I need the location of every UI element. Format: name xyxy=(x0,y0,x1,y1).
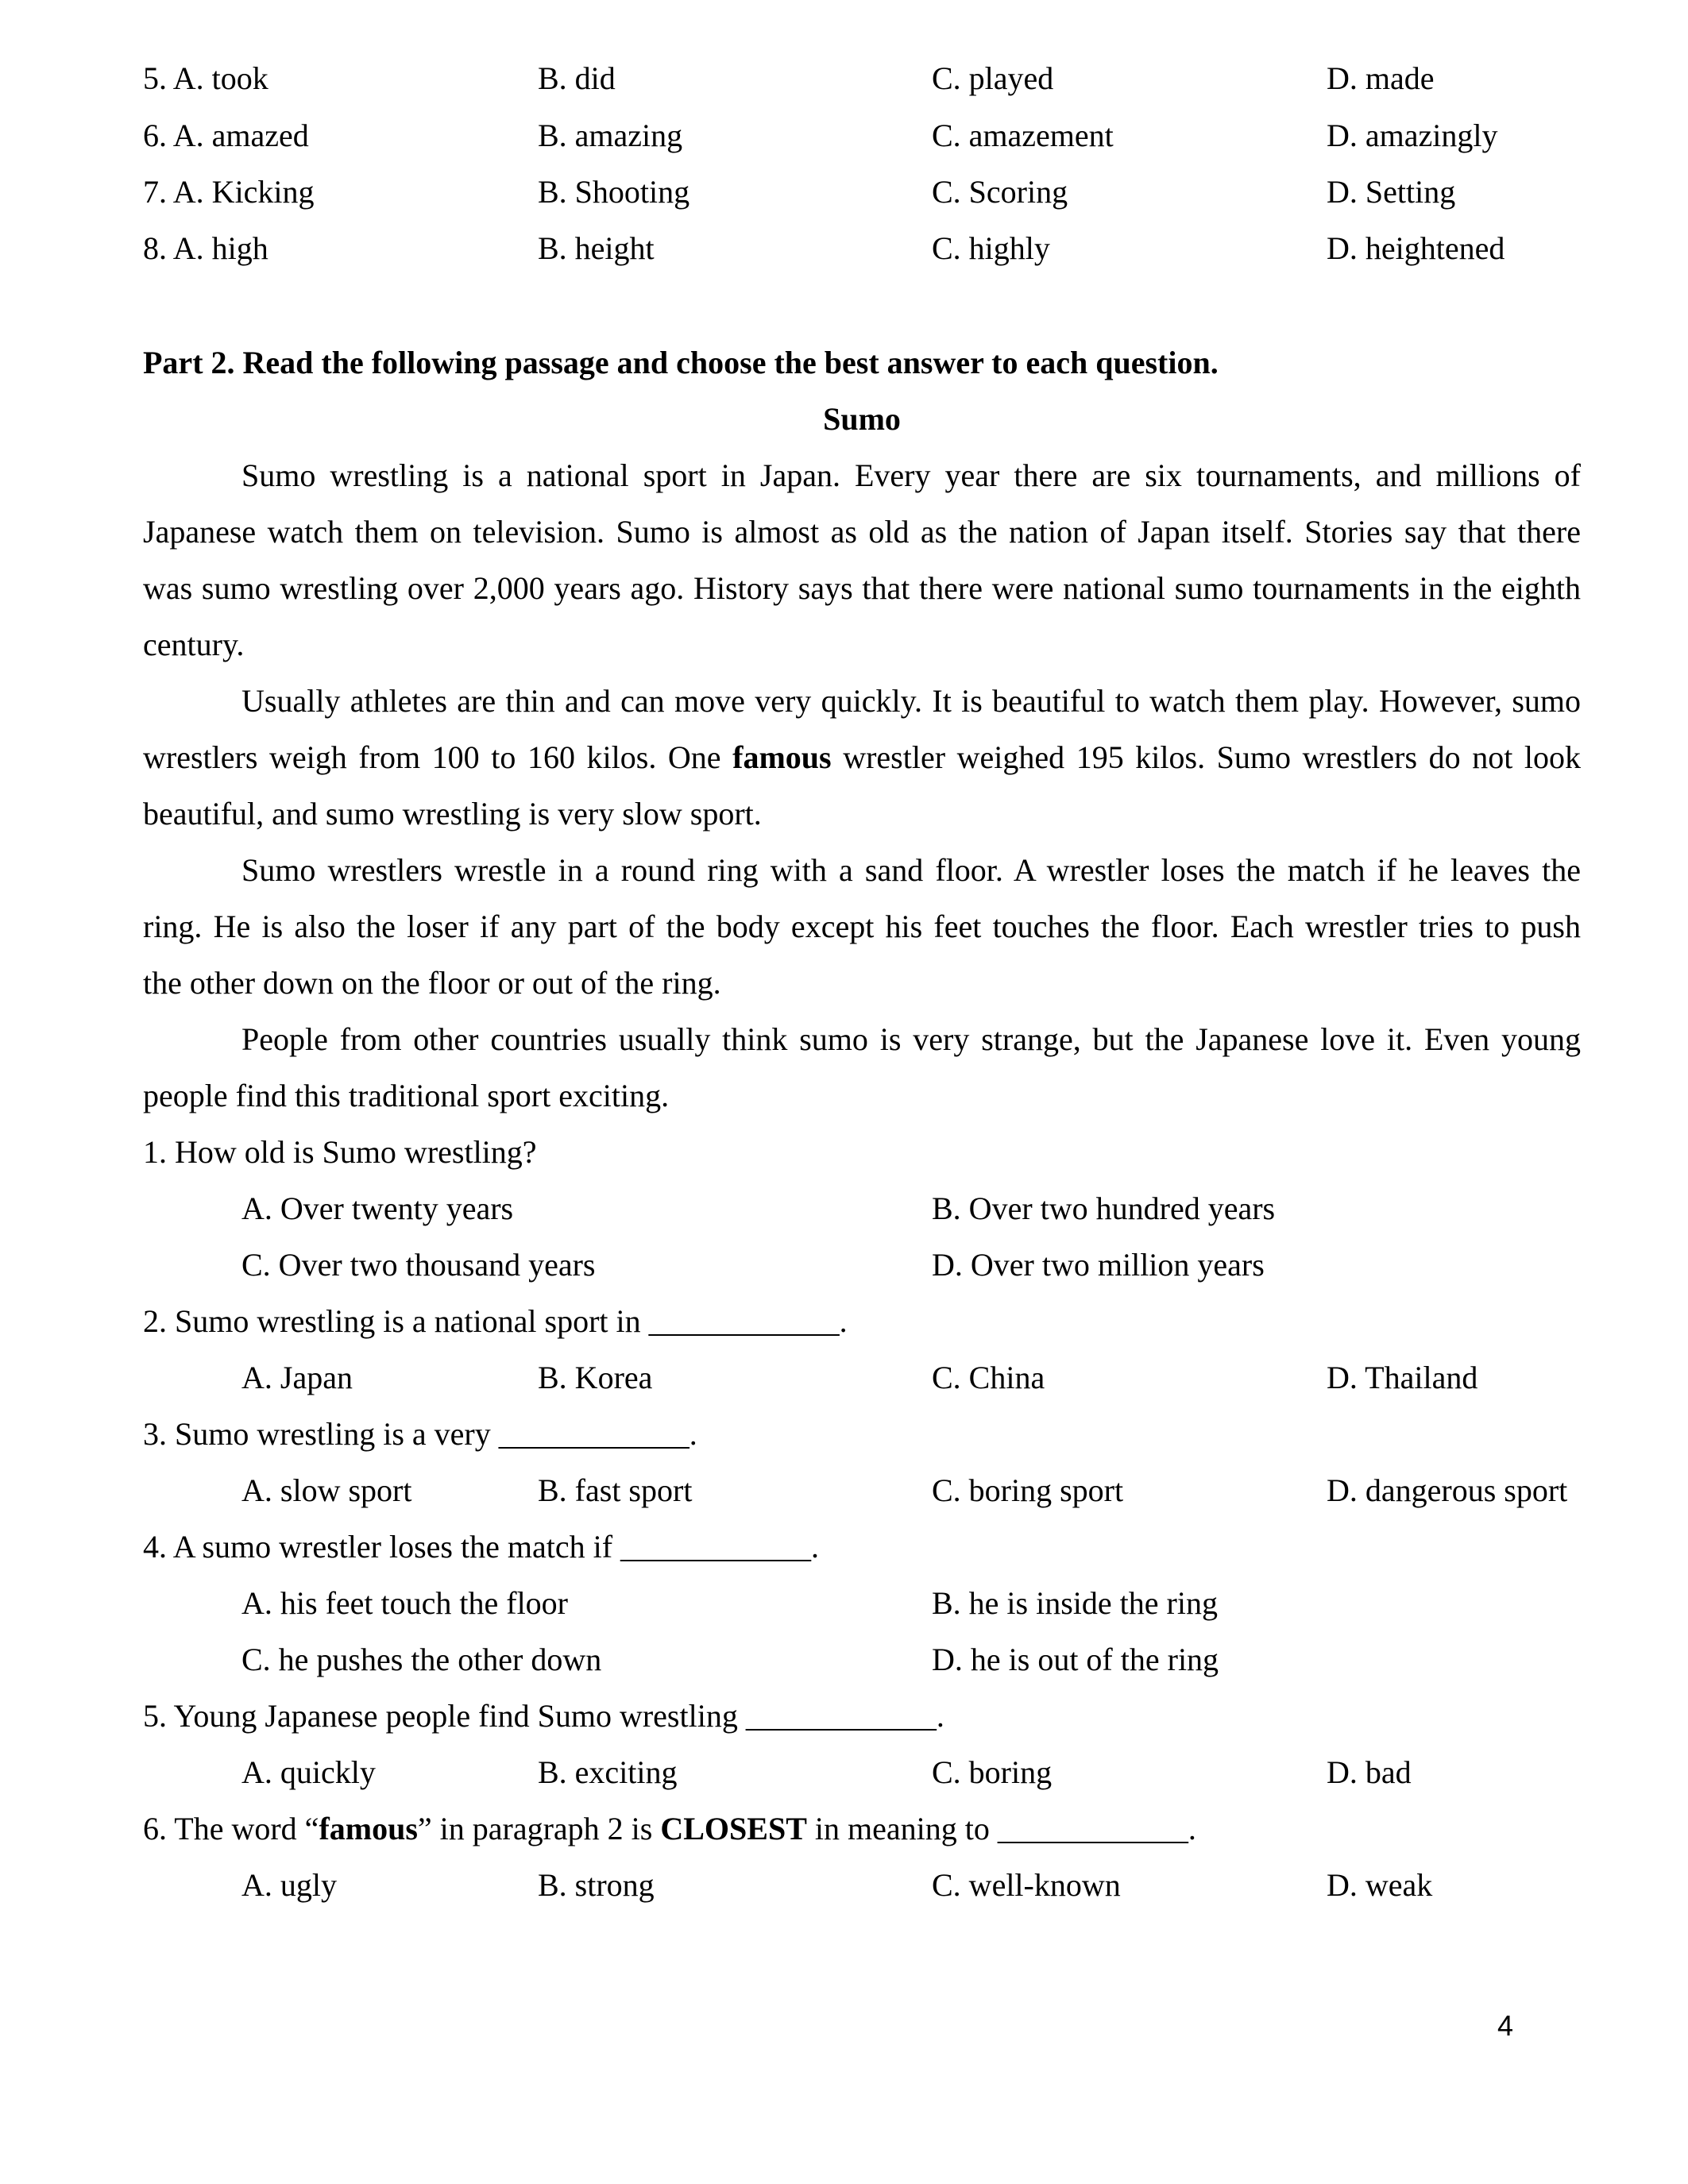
q6-stem-mid: ” in paragraph 2 is xyxy=(417,1811,661,1846)
q6-closest: CLOSEST xyxy=(660,1811,807,1846)
q5-option-a: A. quickly xyxy=(241,1754,376,1790)
q2-option-a: A. Japan xyxy=(241,1360,353,1395)
q6-option-b: B. strong xyxy=(538,1867,655,1903)
q1-stem: 1. How old is Sumo wrestling? xyxy=(143,1134,537,1170)
option-5c: C. played xyxy=(932,60,1054,96)
option-6c: C. amazement xyxy=(932,118,1114,153)
p3-line2: ring. He is also the loser if any part of the body except his feet touches the floor. Each wrestler tries to push xyxy=(143,909,1581,944)
q4-option-d: D. he is out of the ring xyxy=(932,1642,1219,1677)
p4-line2: people find this traditional sport exciting. xyxy=(143,1078,670,1113)
q6-option-c: C. well-known xyxy=(932,1867,1121,1903)
p1-line1: Sumo wrestling is a national sport in Japan. Every year there are six tournaments, and millions of xyxy=(241,457,1581,493)
option-7c: C. Scoring xyxy=(932,174,1068,210)
q1-option-d: D. Over two million years xyxy=(932,1247,1265,1283)
option-5b: B. did xyxy=(538,60,616,96)
q6-option-a: A. ugly xyxy=(241,1867,337,1903)
q6-stem xyxy=(143,1810,1196,1848)
option-6d: D. amazingly xyxy=(1327,118,1498,153)
q5-option-c: C. boring xyxy=(932,1754,1053,1790)
q2-stem: 2. Sumo wrestling is a national sport in ____________. xyxy=(143,1303,848,1339)
q4-option-c: C. he pushes the other down xyxy=(241,1642,602,1677)
p2-line2-pre: wrestlers weigh from 100 to 160 kilos. One xyxy=(143,739,733,775)
option-7d: D. Setting xyxy=(1327,174,1456,210)
p2-line3: beautiful, and sumo wrestling is very slow sport. xyxy=(143,796,762,832)
q1-option-c: C. Over two thousand years xyxy=(241,1247,596,1283)
q4-stem: 4. A sumo wrestler loses the match if ____________. xyxy=(143,1529,820,1565)
option-5d: D. made xyxy=(1327,60,1435,96)
p4-line1: People from other countries usually think sumo is very strange, but the Japanese love it. Even young xyxy=(241,1021,1581,1057)
q4-option-a: A. his feet touch the floor xyxy=(241,1585,568,1621)
q6-stem-pre: 6. The word “ xyxy=(143,1811,319,1846)
p2-line1: Usually athletes are thin and can move very quickly. It is beautiful to watch them play. However, sumo xyxy=(241,683,1581,719)
q1-option-a: A. Over twenty years xyxy=(241,1190,514,1226)
q6-stem-post: in meaning to ____________. xyxy=(806,1811,1196,1846)
option-6a: 6. A. amazed xyxy=(143,118,309,153)
q2-option-d: D. Thailand xyxy=(1327,1360,1478,1395)
option-8b: B. height xyxy=(538,230,655,266)
option-5a: 5. A. took xyxy=(143,60,268,96)
q5-option-d: D. bad xyxy=(1327,1754,1412,1790)
option-8d: D. heightened xyxy=(1327,230,1505,266)
q4-option-b: B. he is inside the ring xyxy=(932,1585,1218,1621)
p3-line1: Sumo wrestlers wrestle in a round ring with a sand floor. A wrestler loses the match if he leaves the xyxy=(241,852,1581,888)
q3-option-b: B. fast sport xyxy=(538,1472,693,1508)
q3-option-a: A. slow sport xyxy=(241,1472,412,1508)
part2-heading: Part 2. Read the following passage and choose the best answer to each question. xyxy=(143,345,1219,380)
q3-option-d: D. dangerous sport xyxy=(1327,1472,1568,1508)
p3-line3: the other down on the floor or out of the ring. xyxy=(143,965,721,1001)
p1-line2: Japanese watch them on television. Sumo is almost as old as the nation of Japan itself. Stories say that there xyxy=(143,514,1581,550)
q5-stem: 5. Young Japanese people find Sumo wrestling ____________. xyxy=(143,1698,944,1734)
q2-option-b: B. Korea xyxy=(538,1360,653,1395)
q1-option-b: B. Over two hundred years xyxy=(932,1190,1276,1226)
p2-line2 xyxy=(143,739,1581,777)
option-6b: B. amazing xyxy=(538,118,683,153)
option-7a: 7. A. Kicking xyxy=(143,174,315,210)
page-number: 4 xyxy=(1497,2009,1514,2042)
p2-line2-post: wrestler weighed 195 kilos. Sumo wrestlers do not look xyxy=(831,739,1582,775)
option-7b: B. Shooting xyxy=(538,174,690,210)
p1-line3: was sumo wrestling over 2,000 years ago. History says that there were national sumo tournaments in the eighth xyxy=(143,570,1581,606)
famous-word: famous xyxy=(732,739,832,775)
q3-stem: 3. Sumo wrestling is a very ____________. xyxy=(143,1416,697,1452)
option-8c: C. highly xyxy=(932,230,1050,266)
option-8a: 8. A. high xyxy=(143,230,268,266)
q6-famous: famous xyxy=(319,1811,418,1846)
q5-option-b: B. exciting xyxy=(538,1754,678,1790)
passage-title: Sumo xyxy=(823,401,901,437)
q2-option-c: C. China xyxy=(932,1360,1045,1395)
q6-option-d: D. weak xyxy=(1327,1867,1433,1903)
p1-line4: century. xyxy=(143,627,245,662)
q3-option-c: C. boring sport xyxy=(932,1472,1124,1508)
